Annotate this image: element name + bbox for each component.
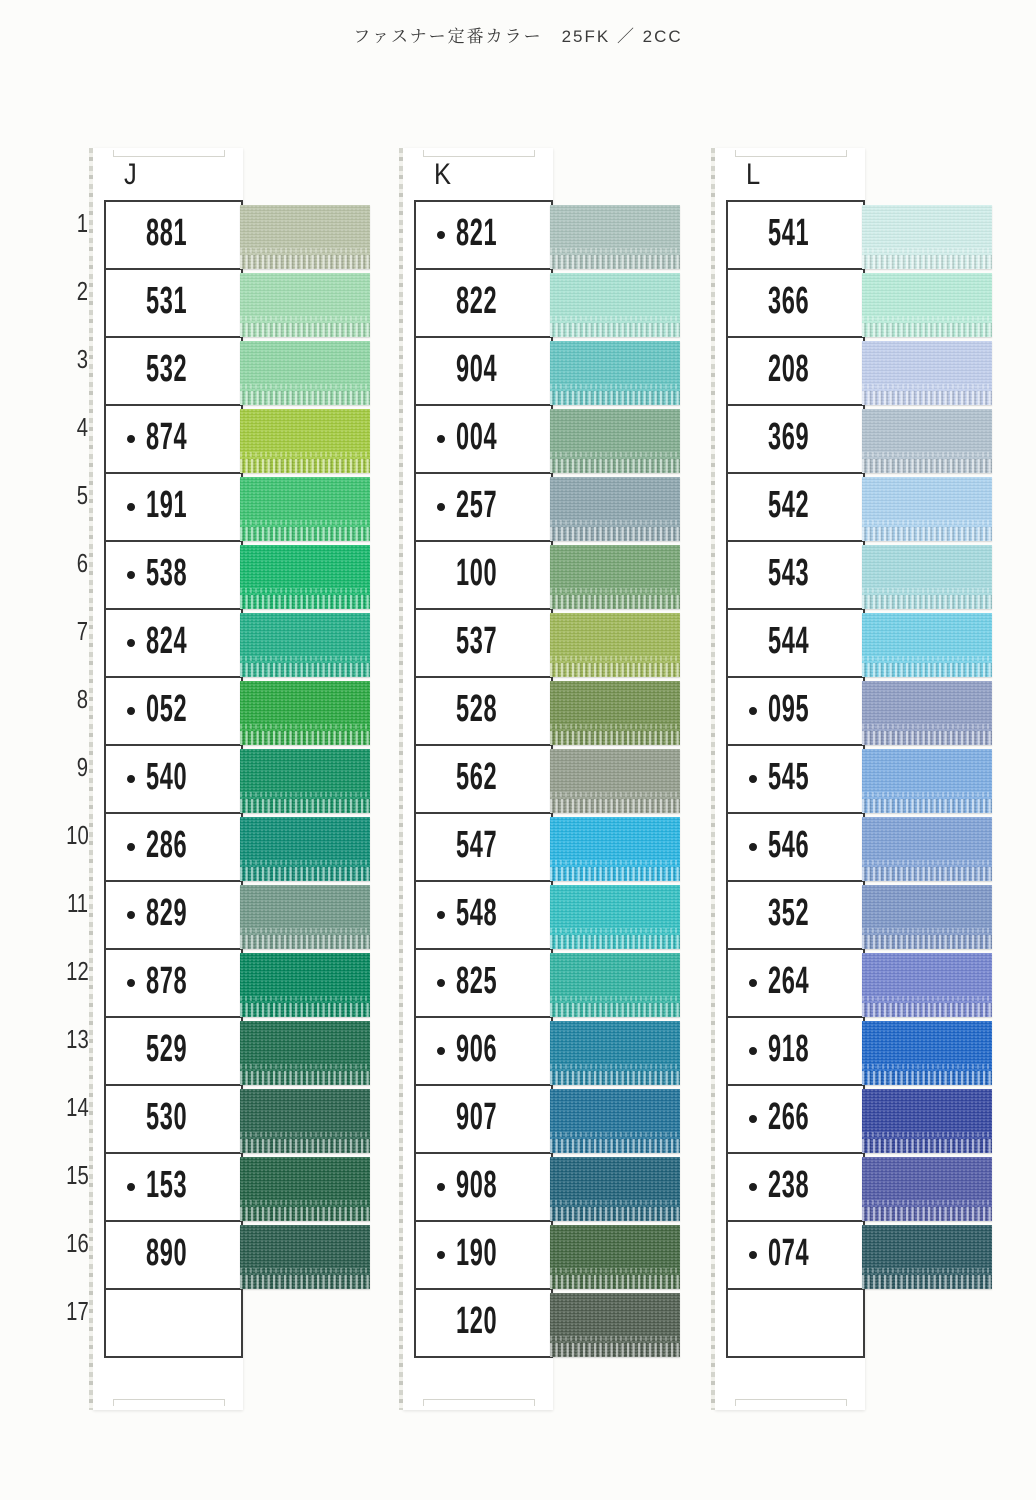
fabric-swatch: [550, 681, 680, 745]
code-cell: [728, 1018, 863, 1086]
color-code: 052: [146, 687, 188, 730]
code-cell: [106, 542, 241, 610]
code-cell: [728, 746, 863, 814]
color-code: 153: [146, 1163, 188, 1206]
lot-dot-indicator: [437, 979, 445, 987]
fabric-swatch: [862, 749, 992, 813]
color-code: 286: [146, 823, 188, 866]
color-code: 100: [456, 551, 498, 594]
code-cell: [416, 950, 551, 1018]
code-cell: [416, 1222, 551, 1290]
color-code: 542: [768, 483, 810, 526]
fabric-swatch: [240, 885, 370, 949]
color-code: 120: [456, 1299, 498, 1342]
code-table: [726, 200, 865, 1358]
card-tab-notch-bottom: [423, 1399, 535, 1406]
fabric-swatch: [550, 341, 680, 405]
fabric-swatch: [550, 1225, 680, 1289]
code-cell: [728, 1290, 863, 1356]
lot-dot-indicator: [127, 639, 135, 647]
fabric-swatch: [240, 341, 370, 405]
card-tab-notch-top: [423, 150, 535, 157]
lot-dot-indicator: [127, 979, 135, 987]
row-number: 17: [66, 1296, 89, 1326]
fabric-swatch: [240, 817, 370, 881]
fabric-swatch: [240, 205, 370, 269]
color-code: 546: [768, 823, 810, 866]
color-code: 531: [146, 279, 188, 322]
lot-dot-indicator: [749, 775, 757, 783]
color-code: 264: [768, 959, 810, 1002]
row-number: 13: [66, 1024, 89, 1054]
code-cell: [416, 882, 551, 950]
column-letter: L: [746, 158, 761, 191]
color-code: 822: [456, 279, 498, 322]
column-letter: K: [434, 158, 452, 191]
color-code: 208: [768, 347, 810, 390]
code-cell: [106, 1154, 241, 1222]
color-code: 530: [146, 1095, 188, 1138]
fabric-swatch: [240, 1157, 370, 1221]
lot-dot-indicator: [127, 503, 135, 511]
row-number: 14: [66, 1092, 89, 1122]
row-number: 1: [76, 208, 88, 238]
code-cell: [106, 1290, 241, 1356]
code-cell: [106, 474, 241, 542]
color-code: 824: [146, 619, 188, 662]
fabric-swatch: [550, 885, 680, 949]
fabric-swatch: [862, 817, 992, 881]
color-code: 529: [146, 1027, 188, 1070]
row-number: 5: [76, 480, 88, 510]
code-cell: [728, 814, 863, 882]
fabric-swatch: [240, 749, 370, 813]
code-cell: [416, 678, 551, 746]
lot-dot-indicator: [127, 571, 135, 579]
code-cell: [416, 1018, 551, 1086]
lot-dot-indicator: [437, 1251, 445, 1259]
code-cell: [416, 270, 551, 338]
code-cell: [416, 542, 551, 610]
fabric-swatch: [550, 1089, 680, 1153]
color-code: 191: [146, 483, 188, 526]
code-cell: [106, 406, 241, 474]
page-title: ファスナー定番カラー 25FK ／ 2CC: [353, 27, 683, 46]
code-cell: [106, 610, 241, 678]
lot-dot-indicator: [437, 503, 445, 511]
lot-dot-indicator: [749, 1115, 757, 1123]
code-cell: [106, 338, 241, 406]
card-tab-notch-top: [113, 150, 225, 157]
code-cell: [416, 1154, 551, 1222]
fabric-swatch: [862, 1089, 992, 1153]
color-code: 540: [146, 755, 188, 798]
fabric-swatch: [550, 749, 680, 813]
color-code: 881: [146, 211, 188, 254]
lot-dot-indicator: [127, 775, 135, 783]
fabric-swatch: [550, 545, 680, 609]
code-cell: [728, 202, 863, 270]
color-code: 543: [768, 551, 810, 594]
fabric-swatch: [862, 1157, 992, 1221]
code-cell: [106, 882, 241, 950]
card-tab-notch-bottom: [735, 1399, 847, 1406]
color-code: 528: [456, 687, 498, 730]
row-number: 11: [66, 888, 88, 918]
fabric-swatch: [550, 205, 680, 269]
color-code: 904: [456, 347, 498, 390]
color-code: 547: [456, 823, 498, 866]
sample-card-j: [93, 148, 243, 1410]
color-code: 190: [456, 1231, 498, 1274]
code-cell: [106, 950, 241, 1018]
sample-card-l: [715, 148, 865, 1410]
code-cell: [416, 338, 551, 406]
lot-dot-indicator: [437, 231, 445, 239]
lot-dot-indicator: [749, 1183, 757, 1191]
row-number: 8: [76, 684, 88, 714]
code-cell: [728, 406, 863, 474]
lot-dot-indicator: [127, 1183, 135, 1191]
fabric-swatch: [240, 953, 370, 1017]
fabric-swatch: [862, 613, 992, 677]
card-tab-notch-bottom: [113, 1399, 225, 1406]
code-table: [104, 200, 243, 1358]
code-cell: [728, 542, 863, 610]
fabric-swatch: [240, 1089, 370, 1153]
code-cell: [106, 678, 241, 746]
fabric-swatch: [862, 545, 992, 609]
color-code: 878: [146, 959, 188, 1002]
color-code: 004: [456, 415, 498, 458]
code-cell: [416, 1086, 551, 1154]
code-cell: [728, 1154, 863, 1222]
fabric-swatch: [550, 273, 680, 337]
fabric-swatch: [550, 409, 680, 473]
fabric-swatch: [862, 681, 992, 745]
row-number: 12: [66, 956, 89, 986]
code-cell: [416, 610, 551, 678]
color-code: 825: [456, 959, 498, 1002]
fabric-swatch: [550, 613, 680, 677]
color-code: 821: [456, 211, 498, 254]
lot-dot-indicator: [127, 843, 135, 851]
color-code: 907: [456, 1095, 498, 1138]
code-cell: [416, 1290, 551, 1356]
fabric-swatch: [862, 273, 992, 337]
code-cell: [728, 474, 863, 542]
color-code: 369: [768, 415, 810, 458]
code-cell: [106, 746, 241, 814]
color-code: 266: [768, 1095, 810, 1138]
lot-dot-indicator: [127, 707, 135, 715]
color-code: 352: [768, 891, 810, 934]
lot-dot-indicator: [127, 435, 135, 443]
code-cell: [416, 406, 551, 474]
color-code: 544: [768, 619, 810, 662]
color-code: 366: [768, 279, 810, 322]
fabric-swatch: [862, 1021, 992, 1085]
code-cell: [106, 1222, 241, 1290]
lot-dot-indicator: [437, 1047, 445, 1055]
color-code: 906: [456, 1027, 498, 1070]
fabric-swatch: [862, 1225, 992, 1289]
color-code: 532: [146, 347, 188, 390]
code-cell: [728, 610, 863, 678]
sample-card-k: [403, 148, 553, 1410]
row-number: 7: [76, 616, 88, 646]
code-cell: [728, 338, 863, 406]
row-number: 15: [66, 1160, 89, 1190]
fabric-swatch: [240, 613, 370, 677]
code-cell: [106, 1018, 241, 1086]
row-number: 10: [66, 820, 89, 850]
code-cell: [728, 1222, 863, 1290]
fabric-swatch: [240, 1225, 370, 1289]
lot-dot-indicator: [749, 843, 757, 851]
lot-dot-indicator: [437, 1183, 445, 1191]
code-cell: [728, 270, 863, 338]
color-code: 541: [768, 211, 810, 254]
lot-dot-indicator: [749, 707, 757, 715]
row-number: 4: [76, 412, 88, 442]
fabric-swatch: [862, 477, 992, 541]
fabric-swatch: [240, 545, 370, 609]
code-cell: [728, 950, 863, 1018]
color-code: 908: [456, 1163, 498, 1206]
fabric-swatch: [862, 341, 992, 405]
lot-dot-indicator: [749, 1047, 757, 1055]
fabric-swatch: [240, 1021, 370, 1085]
code-cell: [106, 202, 241, 270]
row-number: 3: [76, 344, 88, 374]
color-code: 538: [146, 551, 188, 594]
color-code: 548: [456, 891, 498, 934]
code-cell: [728, 1086, 863, 1154]
color-code: 545: [768, 755, 810, 798]
fabric-swatch: [550, 1157, 680, 1221]
color-code: 257: [456, 483, 498, 526]
row-number: 6: [76, 548, 88, 578]
color-code: 095: [768, 687, 810, 730]
color-code: 537: [456, 619, 498, 662]
fabric-swatch: [550, 1021, 680, 1085]
code-cell: [106, 1086, 241, 1154]
lot-dot-indicator: [749, 1251, 757, 1259]
code-cell: [416, 474, 551, 542]
fabric-swatch: [240, 477, 370, 541]
fabric-swatch: [862, 885, 992, 949]
fabric-swatch: [550, 817, 680, 881]
fabric-swatch: [550, 953, 680, 1017]
fabric-swatch: [240, 681, 370, 745]
row-number: 9: [76, 752, 88, 782]
fabric-swatch: [240, 273, 370, 337]
fabric-swatch: [550, 477, 680, 541]
color-code: 829: [146, 891, 188, 934]
fabric-swatch: [862, 205, 992, 269]
color-code: 238: [768, 1163, 810, 1206]
row-number: 2: [76, 276, 88, 306]
code-cell: [416, 814, 551, 882]
lot-dot-indicator: [437, 435, 445, 443]
card-tab-notch-top: [735, 150, 847, 157]
color-code: 074: [768, 1231, 810, 1274]
fabric-swatch: [240, 409, 370, 473]
column-letter: J: [124, 158, 137, 191]
code-cell: [728, 678, 863, 746]
code-cell: [416, 202, 551, 270]
row-number: 16: [66, 1228, 89, 1258]
lot-dot-indicator: [127, 911, 135, 919]
color-code: 874: [146, 415, 188, 458]
fabric-swatch: [550, 1293, 680, 1357]
color-code: 562: [456, 755, 498, 798]
code-table: [414, 200, 553, 1358]
fabric-swatch: [862, 953, 992, 1017]
code-cell: [728, 882, 863, 950]
fabric-swatch: [862, 409, 992, 473]
code-cell: [416, 746, 551, 814]
lot-dot-indicator: [437, 911, 445, 919]
lot-dot-indicator: [749, 979, 757, 987]
code-cell: [106, 814, 241, 882]
code-cell: [106, 270, 241, 338]
color-code: 890: [146, 1231, 188, 1274]
color-code: 918: [768, 1027, 810, 1070]
